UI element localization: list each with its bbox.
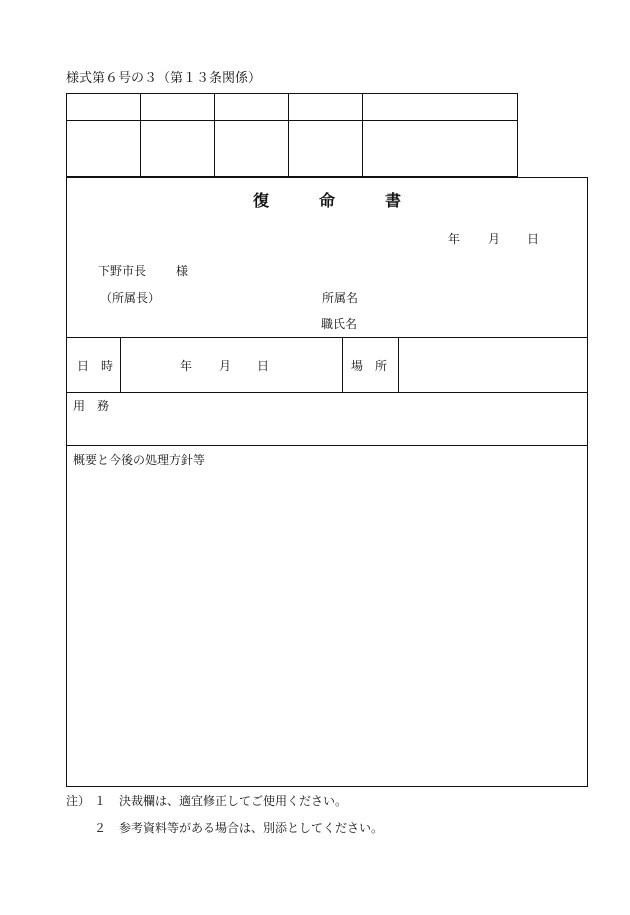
note-number: ２ — [94, 821, 107, 835]
name-label: 職氏名 — [321, 317, 358, 331]
addressee-name: 下野市長 — [98, 264, 147, 278]
report-form — [66, 177, 588, 787]
section-divider — [67, 337, 587, 338]
approval-grid — [66, 93, 518, 177]
place-label: 場 所 — [351, 359, 388, 373]
approval-column-divider — [288, 94, 289, 176]
title-char: 書 — [385, 191, 402, 210]
note-text: 決裁欄は、適宜修正してご使用ください。 — [119, 794, 348, 808]
datetime-label-divider — [120, 337, 121, 392]
note-text: 参考資料等がある場合は、別添としてください。 — [119, 821, 384, 835]
section-divider — [67, 445, 587, 446]
datetime-label: 日 時 — [77, 359, 114, 373]
datetime-year-label: 年 — [180, 359, 193, 373]
notes-prefix: 注） — [66, 794, 91, 808]
title-char: 復 — [253, 191, 270, 210]
datetime-day-label: 日 — [257, 359, 270, 373]
department-label: 所属名 — [322, 291, 359, 305]
place-divider-right — [398, 337, 399, 392]
date-year-label: 年 — [448, 232, 461, 246]
approval-column-divider — [140, 94, 141, 176]
section-divider — [67, 392, 587, 393]
title-char: 命 — [319, 191, 336, 210]
place-divider-left — [342, 337, 343, 392]
purpose-label: 用 務 — [73, 399, 110, 413]
form-number-label: 様式第６号の３（第１３条関係） — [66, 71, 262, 86]
datetime-month-label: 月 — [219, 359, 232, 373]
addressee-honorific: 様 — [176, 264, 189, 278]
approval-column-divider — [214, 94, 215, 176]
document-title — [67, 191, 587, 211]
addressee-sub: （所属長） — [100, 291, 161, 305]
approval-column-divider — [362, 94, 363, 176]
summary-label: 概要と今後の処理方針等 — [73, 453, 206, 467]
date-month-label: 月 — [488, 232, 501, 246]
approval-grid-divider — [67, 120, 517, 121]
date-day-label: 日 — [527, 232, 540, 246]
note-number: １ — [94, 794, 107, 808]
